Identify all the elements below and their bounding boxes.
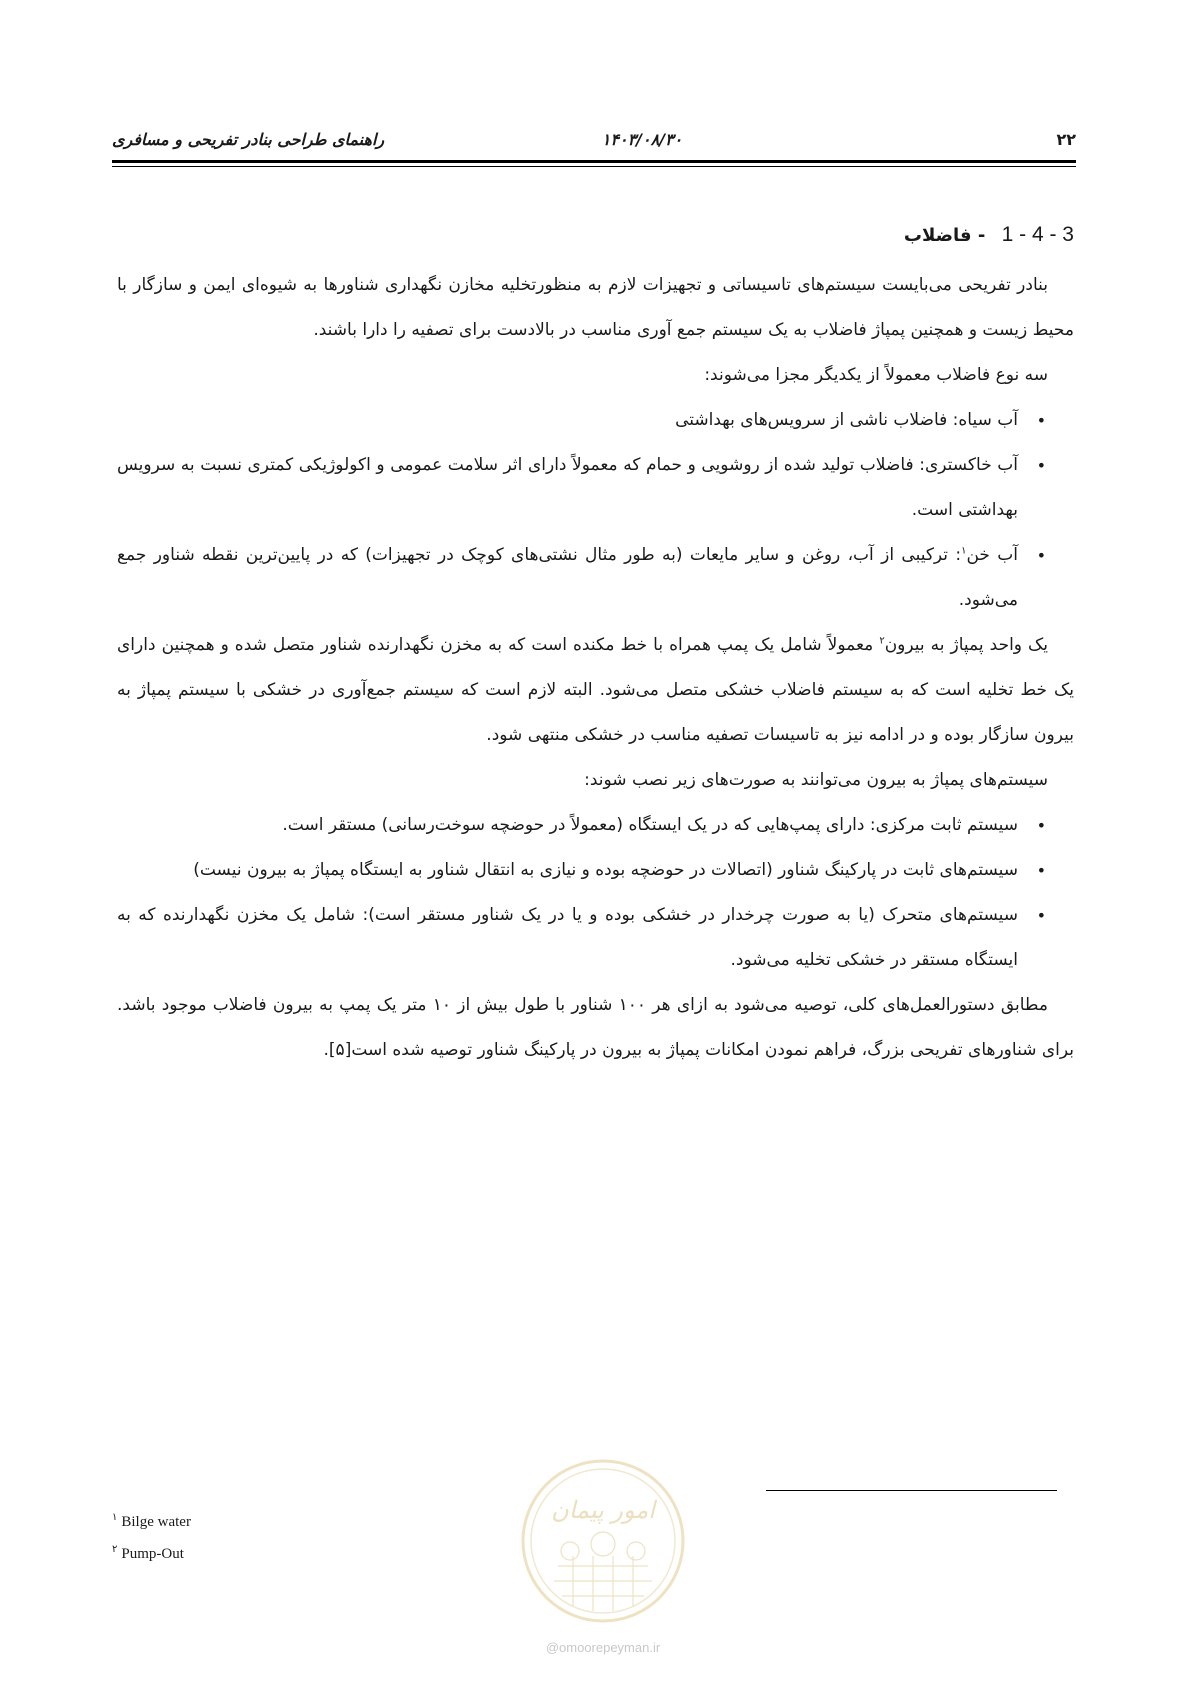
header-rule-thick [112, 160, 1076, 163]
watermark-brand: امور پیمان [551, 1496, 655, 1524]
section-title: فاضلاب [903, 225, 972, 246]
footnotes [112, 1504, 191, 1568]
list-item [117, 848, 1074, 893]
page-body [117, 220, 1074, 1073]
list-item [117, 398, 1074, 443]
bullet-icon: • [1036, 861, 1046, 880]
pumpout-systems-list [117, 803, 1074, 983]
list-item-text-cont: : ترکیبی از آب، روغن و سایر مایعات (به طور مثال نشتی‌های کوچک در تجهیزات) که در پایین‌ترین نقطه شناور جمع می‌شود. [117, 545, 1018, 610]
paragraph-guidelines: مطابق دستورالعمل‌های کلی، توصیه می‌شود به ازای هر ۱۰۰ شناور با طول بیش از ۱۰ متر یک پمپ به بیرون فاضلاب موجود باشد. برای شناورهای تفریحی بزرگ، فراهم نمودن امکانات پمپاژ به بیرون در پارکینگ شناور توصیه شده است[۵]. [117, 995, 1074, 1060]
list-item-text: سیستم‌های ثابت در پارکینگ شناور (اتصالات در حوضچه بوده و نیازی به انتقال شناور به ایستگاه پمپاژ به بیرون نیست) [193, 860, 1018, 880]
watermark-logo-icon [518, 1456, 688, 1626]
bullet-icon: • [1036, 816, 1046, 835]
footnote-text: Bilge water [121, 1514, 191, 1530]
header-doc-title: راهنمای طراحی بنادر تفریحی و مسافری [112, 130, 385, 149]
footnote-ref[interactable]: ۱ [961, 545, 967, 557]
list-item-text: سیستم‌های متحرک (یا به صورت چرخدار در خشکی بوده و یا در یک شناور مستقر است): شامل یک مخزن نگهدارنده که به ایستگاه مستقر در خشکی تخلیه می‌شود. [117, 905, 1018, 970]
footnote-2 [112, 1536, 191, 1568]
page-header [112, 130, 1076, 154]
section-separator: - [971, 225, 986, 246]
bullet-icon: • [1036, 411, 1046, 430]
paragraph-intro: بنادر تفریحی می‌بایست سیستم‌های تاسیساتی و تجهیزات لازم به منظورتخلیه مخازن نگهداری شناورها به شیوه‌ای ایمن و سازگار با محیط زیست و همچنین پمپاژ فاضلاب به یک سیستم جمع آوری مناسب در بالادست برای تصفیه را دارا باشند. [117, 275, 1074, 340]
list-item [117, 893, 1074, 983]
footnote-ref[interactable]: ۲ [879, 635, 885, 647]
watermark-site: @omoorepeyman.ir [545, 1640, 661, 1655]
section-heading [117, 220, 1074, 251]
paragraph-wastewater-types: سه نوع فاضلاب معمولاً از یکدیگر مجزا می‌شوند: [704, 365, 1048, 385]
footnote-mark: ۲ [112, 1544, 118, 1555]
list-item [117, 443, 1074, 533]
list-item [117, 533, 1074, 623]
bullet-icon: • [1036, 456, 1046, 475]
list-item-text: آب سیاه: فاضلاب ناشی از سرویس‌های بهداشتی [675, 410, 1018, 430]
footnote-mark: ۱ [112, 1512, 118, 1523]
list-item [117, 803, 1074, 848]
bullet-icon: • [1036, 546, 1046, 565]
list-item-text: آب خاکستری: فاضلاب تولید شده از روشویی و حمام که معمولاً دارای اثر سلامت عمومی و اکولوژیکی کمتری نسبت به سرویس بهداشتی است. [117, 455, 1018, 520]
paragraph-pumpout-unit [117, 623, 1074, 758]
list-item-text: آب خن [966, 545, 1018, 565]
page-number: ۲۲ [1056, 130, 1076, 149]
footnote-1 [112, 1504, 191, 1536]
paragraph-text-cont: معمولاً شامل یک پمپ همراه با خط مکنده است که به مخزن نگهدارنده شناور متصل شده و همچنین دارای یک خط تخلیه است که به سیستم فاضلاب خشکی متصل می‌شود. البته لازم است که سیستم جمع‌آوری در خشکی با سیستم پمپاژ به بیرون سازگار بوده و در ادامه نیز به تاسیسات تصفیه مناسب در خشکی منتهی شود. [117, 635, 1074, 745]
header-date: ۱۴۰۳/۰۸/۳۰ [601, 130, 683, 149]
paragraph-text: یک واحد پمپاژ به بیرون [884, 635, 1048, 655]
footnote-rule [766, 1490, 1057, 1491]
paragraph-systems-intro: سیستم‌های پمپاژ به بیرون می‌توانند به صورت‌های زیر نصب شوند: [584, 770, 1048, 790]
footnote-text: Pump-Out [121, 1546, 184, 1562]
header-rule-thin [112, 166, 1076, 167]
section-number: 1 - 4 - 3 [1001, 223, 1074, 246]
bullet-icon: • [1036, 906, 1046, 925]
list-item-text: سیستم ثابت مرکزی: دارای پمپ‌هایی که در یک ایستگاه (معمولاً در حوضچه سوخت‌رسانی) مستقر است. [282, 815, 1018, 835]
wastewater-types-list [117, 398, 1074, 623]
